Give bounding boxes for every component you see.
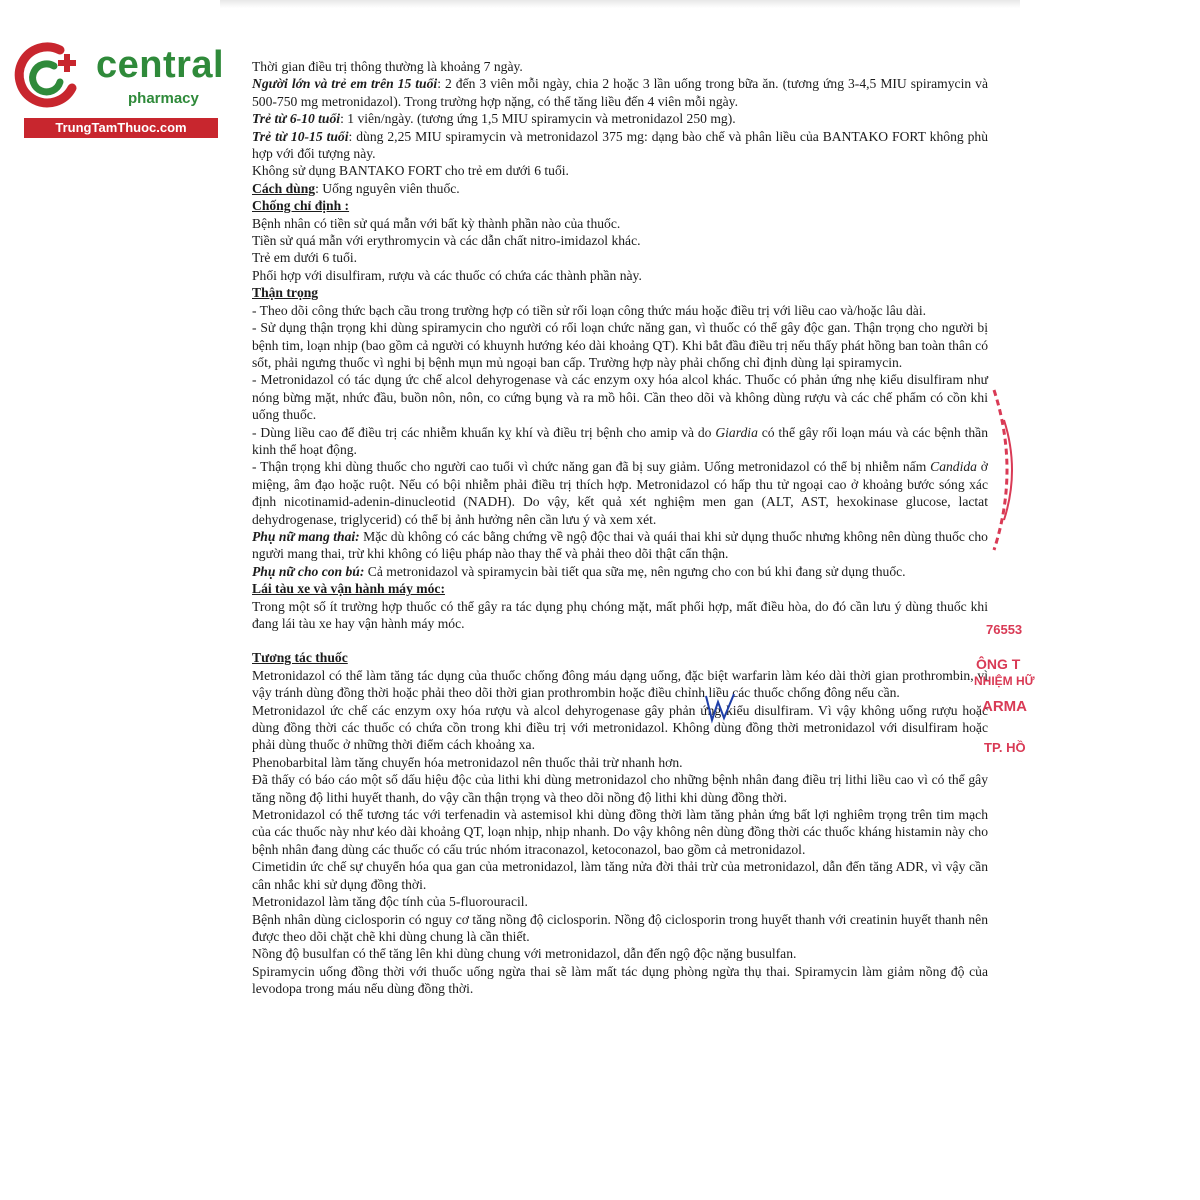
child-6-10-text: : 1 viên/ngày. (tương ứng 1,5 MIU spiramycin và metronidazol 250 mg). (340, 111, 736, 127)
child-10-15-dosage (252, 128, 988, 163)
stamp-text-2: ÔNG T (976, 656, 1021, 672)
usage-text: : Uống nguyên viên thuốc. (315, 180, 460, 196)
signature-mark (700, 690, 740, 726)
interaction-item: Metronidazol ức chế các enzym oxy hóa rượu và alcol dehyrogenase gây phản ứng kiểu disulfiram. Vì vậy không uống rượu hoặc dùng đồng thời các thuốc có chứa cồn trong khi điều trị với metronidazol. Không dùng đồng thời metronidazol với disulfiram hoặc phải dùng thuốc ở những thời điểm cách khoảng xa. (252, 702, 988, 753)
adult-dosage-text: : 2 đến 3 viên mỗi ngày, chia 2 hoặc 3 lần uống trong bữa ăn. (tương ứng 3-4,5 MIU spiramycin và 500-750 mg metronidazol). Trong trường hợp nặng, có thể tăng liều đến 4 viên mỗi ngày. (252, 76, 988, 109)
contraindication-item: Tiền sử quá mẫn với erythromycin và các dẫn chất nitro-imidazol khác. (252, 233, 641, 249)
lactation (252, 563, 988, 580)
adult-dosage-label: Người lớn và trẻ em trên 15 tuổi (252, 76, 438, 92)
precaution-italic: Giardia (715, 424, 758, 440)
precaution-item (252, 424, 988, 459)
scan-top-edge (220, 0, 1020, 8)
treatment-duration: Thời gian điều trị thông thường là khoảng 7 ngày. (252, 59, 523, 74)
lactation-text: Cả metronidazol và spiramycin bài tiết qua sữa mẹ, nên ngưng cho con bú khi đang sử dụng thuốc. (364, 563, 906, 579)
central-logo-icon (10, 36, 90, 116)
brand-name: central (96, 44, 225, 86)
precaution-text: - Dùng liều cao để điều trị các nhiễm khuẩn kỵ khí và điều trị bệnh cho amip và do (252, 424, 716, 440)
adult-dosage (252, 75, 988, 110)
interaction-item: Cimetidin ức chế sự chuyển hóa qua gan của metronidazol, làm tăng nửa đời thải trừ của metronidazol, dẫn đến tăng ADR, vì vậy cần cân nhắc khi sử dụng đồng thời. (252, 859, 988, 892)
contraindication-item: Bệnh nhân có tiền sử quá mẫn với bất kỳ thành phần nào của thuốc. (252, 215, 621, 231)
precaution-text: - Thận trọng khi dùng thuốc cho người cao tuổi vì chức năng gan đã bị suy giảm. Uống metronidazol có thể bị nhiễm nấm (252, 459, 931, 475)
interaction-item: Metronidazol có thể làm tăng tác dụng của thuốc chống đông máu dạng uống, đặc biệt warfarin làm kéo dài thời gian prothrombin, vì vậy tránh dùng đồng thời hoặc phải theo dõi thời gian prothrombin hoặc điều chỉnh liều các thuốc chống đông nếu cần. (252, 667, 988, 701)
driving-heading: Lái tàu xe và vận hành máy móc: (252, 581, 445, 597)
contraindication-item: Trẻ em dưới 6 tuổi. (252, 250, 358, 266)
site-url-badge[interactable]: TrungTamThuoc.com (24, 118, 218, 138)
precaution-item: - Metronidazol có tác dụng ức chế alcol dehyrogenase và các enzym oxy hóa alcol khác. Thuốc có phản ứng nhẹ kiểu disulfiram như nóng bừng mặt, nhức đầu, buồn nôn, nôn, co cứng bụng và ra mồ hôi. Cần theo dõi và không dùng rượu và các chế phẩm có cồn khi uống thuốc. (252, 372, 988, 423)
leaflet-body (252, 58, 988, 998)
no-under-6-note: Không sử dụng BANTAKO FORT cho trẻ em dưới 6 tuổi. (252, 163, 569, 179)
precaution-item: - Theo dõi công thức bạch cầu trong trường hợp có tiền sử rối loạn công thức máu hoặc điều trị với liều cao và/hoặc lâu dài. (252, 302, 927, 318)
contraindications-heading: Chống chỉ định : (252, 198, 350, 214)
interaction-item: Metronidazol làm tăng độc tính của 5-fluorouracil. (252, 894, 528, 910)
lactation-label: Phụ nữ cho con bú: (252, 563, 365, 579)
stamp-text-4: ARMA (982, 698, 1027, 715)
usage (252, 180, 988, 197)
child-6-10-dosage (252, 110, 988, 127)
contraindication-item: Phối hợp với disulfiram, rượu và các thuốc có chứa các thành phần này. (252, 267, 642, 283)
precautions-heading: Thận trọng (252, 285, 319, 301)
interaction-item: Đã thấy có báo cáo một số dấu hiệu độc của lithi khi dùng metronidazol cho những bệnh nhân đang điều trị lithi liều cao vì có thể gây tăng nồng độ lithi huyết thanh, do vậy cần thận trọng và theo dõi nồng độ lithi khi dùng đồng thời. (252, 772, 988, 805)
brand-subtitle: pharmacy (128, 90, 199, 107)
interaction-item: Bệnh nhân dùng ciclosporin có nguy cơ tăng nồng độ ciclosporin. Nồng độ ciclosporin trong huyết thanh với creatinin huyết thanh nên được theo dõi chặt chẽ khi dùng chung là cần thiết. (252, 911, 988, 944)
precaution-item (252, 458, 988, 528)
stamp-text-3: NHIỆM HỮ (974, 674, 1035, 688)
interaction-item: Phenobarbital làm tăng chuyển hóa metronidazol nên thuốc thải trừ nhanh hơn. (252, 754, 683, 770)
usage-heading: Cách dùng (252, 180, 316, 196)
precaution-text: ở miệng, âm đạo hoặc ruột. Nếu có bội nhiễm phải điều trị thích hợp. Metronidazol có hấp thu tử ngoại cao ở khoảng bước sóng xác định nicotinamid-adenin-dinucleotid (NADH). Do vậy, kết quả xét nghiệm men gan (ALT, AST, hexokinase glucose, lactat dehydrogenase, triglycerid) có thể bị ảnh hưởng nên cần lưu ý và xem xét. (252, 459, 988, 527)
red-stamp-seal (990, 380, 1020, 560)
pregnancy (252, 528, 988, 563)
child-10-15-label: Trẻ từ 10-15 tuổi (252, 128, 349, 144)
stamp-text-5: TP. HỒ (984, 740, 1026, 755)
central-pharmacy-logo[interactable] (10, 36, 225, 136)
precaution-text: có thể gây rối loạn máu và các bệnh thần kinh thể hoạt động. (252, 424, 988, 457)
stamp-text-1: 76553 (986, 622, 1023, 637)
child-6-10-label: Trẻ từ 6-10 tuổi (252, 111, 341, 127)
interaction-item: Nồng độ busulfan có thể tăng lên khi dùng chung với metronidazol, dẫn đến ngộ độc nặng busulfan. (252, 946, 797, 962)
driving-text: Trong một số ít trường hợp thuốc có thể gây ra tác dụng phụ chóng mặt, mất phối hợp, mất điều hòa, do đó cần lưu ý dùng thuốc khi đang lái tàu xe hay vận hành máy móc. (252, 598, 988, 631)
interaction-item: Spiramycin uống đồng thời với thuốc uống ngừa thai sẽ làm mất tác dụng phòng ngừa thụ thai. Spiramycin làm giảm nồng độ của levodopa trong máu nếu dùng đồng thời. (252, 963, 988, 997)
interaction-item: Metronidazol có thể tương tác với terfenadin và astemisol khi dùng đồng thời làm tăng phản ứng bất lợi nghiêm trọng trên tim mạch của các thuốc này như kéo dài khoảng QT, loạn nhịp, nhịp nhanh. Do vậy không nên dùng đồng thời các thuốc kháng histamin này cho bệnh nhân đang dùng các thuốc có cấu trúc nhóm itraconazol, ketoconazol, bao gồm cả metronidazol. (252, 807, 988, 857)
precaution-item: - Sử dụng thận trọng khi dùng spiramycin cho người có rối loạn chức năng gan, vì thuốc có thể gây độc gan. Thận trọng cho người bị bệnh tim, loạn nhịp (bao gồm cả người có khuynh hướng kéo dài khoảng QT). Khi bắt đầu điều trị nếu thấy phát hồng ban toàn thân có sốt, phải ngưng thuốc vì nghi bị bệnh mụn mủ ngoại ban cấp. Trường hợp này phải chống chỉ định dùng lại spiramycin. (252, 320, 988, 370)
pregnancy-label: Phụ nữ mang thai: (252, 528, 360, 544)
precaution-italic: Candida (930, 459, 977, 475)
interactions-heading: Tương tác thuốc (252, 650, 348, 666)
child-10-15-text: : dùng 2,25 MIU spiramycin và metronidazol 375 mg: dạng bào chế và phân liều của BANTAKO FORT không phù hợp với đối tượng này. (252, 128, 988, 162)
pregnancy-text: Mặc dù không có các bằng chứng về ngộ độc thai và quái thai khi sử dụng thuốc nhưng không nên dùng thuốc cho người mang thai, trừ khi không có liệu pháp nào thay thế và phải theo dõi thật cẩn thận. (252, 528, 988, 562)
